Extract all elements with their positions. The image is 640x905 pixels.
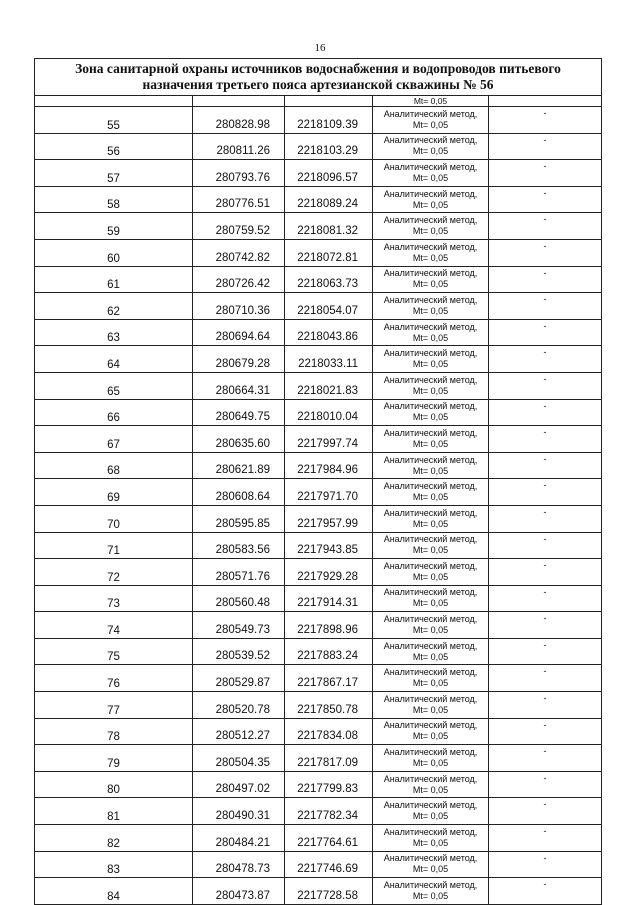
- cell-coordinate-y: 2217764.61: [285, 825, 373, 852]
- method-accuracy: Mt= 0,05: [412, 625, 449, 636]
- cell-point-number: 58: [35, 186, 193, 213]
- cell-note: -: [489, 559, 602, 586]
- cell-method: [373, 851, 489, 878]
- cell-coordinate-x: 280478.73: [193, 851, 285, 878]
- table-row: [35, 745, 602, 772]
- cell-point-number: 71: [35, 532, 193, 559]
- table-row: [35, 186, 602, 213]
- method-accuracy: Mt= 0,05: [412, 385, 449, 396]
- cell-point-number: 80: [35, 771, 193, 798]
- cell-coordinate-x: 280571.76: [193, 559, 285, 586]
- cell-method: [373, 638, 489, 665]
- cell-coordinate-y: 2217746.69: [285, 851, 373, 878]
- cell-empty: [285, 96, 373, 107]
- cell-point-number: 68: [35, 452, 193, 479]
- cell-note: -: [489, 612, 602, 639]
- method-name: Аналитический метод,: [383, 507, 478, 518]
- cell-note: -: [489, 452, 602, 479]
- cell-coordinate-x: 280473.87: [193, 878, 285, 905]
- method-name: Аналитический метод,: [383, 720, 478, 731]
- cell-method: [373, 585, 489, 612]
- cell-method: [373, 692, 489, 719]
- cell-coordinate-y: 2217929.28: [285, 559, 373, 586]
- cell-method: [373, 798, 489, 825]
- cell-coordinate-x: 280694.64: [193, 319, 285, 346]
- cell-empty: [489, 96, 602, 107]
- cell-coordinate-x: 280529.87: [193, 665, 285, 692]
- table-row: [35, 346, 602, 373]
- cell-coordinate-y: 2217914.31: [285, 585, 373, 612]
- table-row-partial: [35, 96, 602, 107]
- cell-coordinate-x: 280759.52: [193, 213, 285, 240]
- method-accuracy: Mt= 0,05: [412, 119, 449, 130]
- method-accuracy: Mt= 0,05: [412, 146, 449, 157]
- cell-method: [373, 399, 489, 426]
- table-row: [35, 692, 602, 719]
- method-accuracy: Mt= 0,05: [412, 172, 449, 183]
- cell-coordinate-x: 280608.64: [193, 479, 285, 506]
- cell-point-number: 65: [35, 372, 193, 399]
- table-title: Зона санитарной охраны источников водоснабжения и водопроводов питьевого назначения третьего пояса артезианской скважины № 56: [35, 59, 602, 96]
- cell-coordinate-y: 2217971.70: [285, 479, 373, 506]
- table-row: [35, 612, 602, 639]
- method-name: Аналитический метод,: [383, 454, 478, 465]
- cell-point-number: 56: [35, 133, 193, 160]
- cell-method: [373, 878, 489, 905]
- method-name: Аналитический метод,: [383, 747, 478, 758]
- method-accuracy: Mt= 0,05: [412, 359, 449, 370]
- table-row: [35, 239, 602, 266]
- method-name: Аналитический метод,: [383, 188, 478, 199]
- method-accuracy: Mt= 0,05: [412, 305, 449, 316]
- cell-coordinate-x: 280664.31: [193, 372, 285, 399]
- cell-method: Mt= 0,05: [373, 96, 489, 107]
- table-row: [35, 160, 602, 187]
- cell-coordinate-y: 2217984.96: [285, 452, 373, 479]
- cell-method: [373, 452, 489, 479]
- cell-method: [373, 479, 489, 506]
- cell-empty: [193, 96, 285, 107]
- cell-point-number: 75: [35, 638, 193, 665]
- cell-method: [373, 186, 489, 213]
- cell-coordinate-x: 280484.21: [193, 825, 285, 852]
- method-accuracy: Mt= 0,05: [412, 332, 449, 343]
- cell-note: -: [489, 239, 602, 266]
- cell-note: -: [489, 638, 602, 665]
- cell-note: -: [489, 107, 602, 134]
- cell-note: -: [489, 505, 602, 532]
- method-name: Аналитический метод,: [383, 321, 478, 332]
- method-accuracy: Mt= 0,05: [412, 678, 449, 689]
- cell-note: -: [489, 293, 602, 320]
- cell-method: [373, 825, 489, 852]
- cell-note: -: [489, 851, 602, 878]
- table-row: [35, 559, 602, 586]
- cell-coordinate-x: 280649.75: [193, 399, 285, 426]
- method-name: Аналитический метод,: [383, 560, 478, 571]
- cell-note: -: [489, 266, 602, 293]
- cell-coordinate-x: 280560.48: [193, 585, 285, 612]
- cell-coordinate-x: 280504.35: [193, 745, 285, 772]
- cell-method: [373, 293, 489, 320]
- cell-coordinate-y: 2217834.08: [285, 718, 373, 745]
- cell-method: [373, 718, 489, 745]
- cell-point-number: 60: [35, 239, 193, 266]
- method-accuracy: Mt= 0,05: [412, 891, 449, 902]
- method-accuracy: Mt= 0,05: [412, 412, 449, 423]
- table-body: [35, 59, 602, 905]
- method-name: Аналитический метод,: [383, 534, 478, 545]
- cell-coordinate-x: 280776.51: [193, 186, 285, 213]
- table-row: [35, 452, 602, 479]
- method-accuracy: Mt= 0,05: [412, 518, 449, 529]
- cell-coordinate-y: 2217957.99: [285, 505, 373, 532]
- table-row: [35, 532, 602, 559]
- method-name: Аналитический метод,: [383, 587, 478, 598]
- method-accuracy: Mt= 0,05: [412, 704, 449, 715]
- cell-point-number: 57: [35, 160, 193, 187]
- cell-coordinate-y: 2217728.58: [285, 878, 373, 905]
- cell-note: -: [489, 372, 602, 399]
- cell-coordinate-x: 280710.36: [193, 293, 285, 320]
- cell-coordinate-y: 2218089.24: [285, 186, 373, 213]
- cell-note: -: [489, 718, 602, 745]
- method-name: Аналитический метод,: [383, 135, 478, 146]
- table-row: [35, 133, 602, 160]
- cell-note: -: [489, 692, 602, 719]
- table-row: [35, 213, 602, 240]
- method-accuracy: Mt= 0,05: [412, 651, 449, 662]
- cell-coordinate-y: 2218096.57: [285, 160, 373, 187]
- cell-coordinate-x: 280520.78: [193, 692, 285, 719]
- method-accuracy: Mt= 0,05: [412, 731, 449, 742]
- cell-method: [373, 426, 489, 453]
- cell-note: -: [489, 479, 602, 506]
- cell-coordinate-y: 2218010.04: [285, 399, 373, 426]
- cell-point-number: 73: [35, 585, 193, 612]
- cell-coordinate-x: 280490.31: [193, 798, 285, 825]
- cell-coordinate-y: 2218072.81: [285, 239, 373, 266]
- cell-method: [373, 133, 489, 160]
- cell-coordinate-y: 2218081.32: [285, 213, 373, 240]
- method-accuracy: Mt= 0,05: [412, 758, 449, 769]
- table-row: [35, 665, 602, 692]
- method-accuracy: Mt= 0,05: [412, 279, 449, 290]
- cell-coordinate-x: 280583.56: [193, 532, 285, 559]
- method-name: Аналитический метод,: [383, 800, 478, 811]
- cell-note: -: [489, 186, 602, 213]
- table-row: [35, 505, 602, 532]
- method-name: Аналитический метод,: [383, 880, 478, 891]
- table-row: [35, 878, 602, 905]
- method-name: Аналитический метод,: [383, 268, 478, 279]
- cell-note: -: [489, 532, 602, 559]
- cell-note: -: [489, 213, 602, 240]
- cell-coordinate-y: 2218043.86: [285, 319, 373, 346]
- table-row: [35, 319, 602, 346]
- cell-point-number: 72: [35, 559, 193, 586]
- cell-coordinate-y: 2218109.39: [285, 107, 373, 134]
- cell-method: [373, 213, 489, 240]
- cell-note: -: [489, 346, 602, 373]
- table-row: [35, 293, 602, 320]
- cell-coordinate-x: 280635.60: [193, 426, 285, 453]
- method-accuracy: Mt= 0,05: [412, 438, 449, 449]
- cell-coordinate-y: 2218103.29: [285, 133, 373, 160]
- cell-method: [373, 319, 489, 346]
- page-number: 16: [314, 42, 326, 54]
- cell-coordinate-x: 280539.52: [193, 638, 285, 665]
- table-row: [35, 426, 602, 453]
- method-accuracy: Mt= 0,05: [412, 252, 449, 263]
- cell-method: [373, 266, 489, 293]
- cell-coordinate-y: 2217850.78: [285, 692, 373, 719]
- table-row: [35, 825, 602, 852]
- table-row: [35, 771, 602, 798]
- cell-note: -: [489, 825, 602, 852]
- cell-coordinate-y: 2217943.85: [285, 532, 373, 559]
- method-name: Аналитический метод,: [383, 614, 478, 625]
- method-name: Аналитический метод,: [383, 348, 478, 359]
- method-name: Аналитический метод,: [383, 374, 478, 385]
- method-name: Аналитический метод,: [383, 294, 478, 305]
- cell-point-number: 55: [35, 107, 193, 134]
- cell-point-number: 69: [35, 479, 193, 506]
- cell-coordinate-y: 2217799.83: [285, 771, 373, 798]
- method-name: Аналитический метод,: [383, 667, 478, 678]
- cell-point-number: 76: [35, 665, 193, 692]
- cell-coordinate-y: 2218033.11: [285, 346, 373, 373]
- table-row: [35, 798, 602, 825]
- cell-coordinate-x: 280497.02: [193, 771, 285, 798]
- cell-coordinate-x: 280828.98: [193, 107, 285, 134]
- cell-point-number: 61: [35, 266, 193, 293]
- table-row: [35, 585, 602, 612]
- cell-point-number: 64: [35, 346, 193, 373]
- method-name: Аналитический метод,: [383, 481, 478, 492]
- cell-point-number: 74: [35, 612, 193, 639]
- cell-method: [373, 559, 489, 586]
- cell-method: [373, 532, 489, 559]
- method-name: Аналитический метод,: [383, 693, 478, 704]
- cell-note: -: [489, 160, 602, 187]
- method-accuracy: Mt= 0,05: [412, 811, 449, 822]
- cell-coordinate-x: 280512.27: [193, 718, 285, 745]
- cell-point-number: 67: [35, 426, 193, 453]
- cell-point-number: 63: [35, 319, 193, 346]
- method-accuracy: Mt= 0,05: [412, 492, 449, 503]
- cell-note: -: [489, 878, 602, 905]
- method-name: Аналитический метод,: [383, 108, 478, 119]
- cell-note: -: [489, 665, 602, 692]
- cell-coordinate-x: 280595.85: [193, 505, 285, 532]
- method-name: Аналитический метод,: [383, 161, 478, 172]
- method-accuracy: Mt= 0,05: [412, 837, 449, 848]
- table-row: [35, 372, 602, 399]
- title-row: [35, 59, 602, 96]
- cell-coordinate-x: 280742.82: [193, 239, 285, 266]
- table-row: [35, 266, 602, 293]
- cell-point-number: 82: [35, 825, 193, 852]
- cell-method: [373, 239, 489, 266]
- cell-note: -: [489, 585, 602, 612]
- cell-coordinate-y: 2218054.07: [285, 293, 373, 320]
- cell-note: -: [489, 798, 602, 825]
- cell-method: [373, 372, 489, 399]
- cell-coordinate-y: 2217867.17: [285, 665, 373, 692]
- method-accuracy: Mt= 0,05: [412, 784, 449, 795]
- method-name: Аналитический метод,: [383, 215, 478, 226]
- cell-note: -: [489, 133, 602, 160]
- table-row: [35, 638, 602, 665]
- method-name: Аналитический метод,: [383, 853, 478, 864]
- cell-empty: [35, 96, 193, 107]
- table-row: [35, 399, 602, 426]
- method-name: Аналитический метод,: [383, 640, 478, 651]
- method-accuracy: Mt= 0,05: [412, 226, 449, 237]
- cell-point-number: 79: [35, 745, 193, 772]
- cell-coordinate-x: 280621.89: [193, 452, 285, 479]
- table-row: [35, 479, 602, 506]
- coordinates-table: [34, 58, 602, 905]
- method-name: Аналитический метод,: [383, 773, 478, 784]
- method-name: Аналитический метод,: [383, 401, 478, 412]
- cell-point-number: 62: [35, 293, 193, 320]
- cell-method: [373, 612, 489, 639]
- method-name: Аналитический метод,: [383, 427, 478, 438]
- cell-point-number: 59: [35, 213, 193, 240]
- cell-method: [373, 771, 489, 798]
- method-accuracy: Mt= 0,05: [412, 545, 449, 556]
- cell-method: [373, 160, 489, 187]
- cell-note: -: [489, 771, 602, 798]
- cell-point-number: 83: [35, 851, 193, 878]
- cell-coordinate-x: 280549.73: [193, 612, 285, 639]
- cell-coordinate-x: 280679.28: [193, 346, 285, 373]
- table-row: [35, 851, 602, 878]
- cell-point-number: 66: [35, 399, 193, 426]
- cell-method: [373, 665, 489, 692]
- method-name: Аналитический метод,: [383, 241, 478, 252]
- cell-coordinate-y: 2217883.24: [285, 638, 373, 665]
- cell-coordinate-x: 280811.26: [193, 133, 285, 160]
- table-row: [35, 718, 602, 745]
- cell-method: [373, 346, 489, 373]
- cell-method: [373, 107, 489, 134]
- method-name: Аналитический метод,: [383, 826, 478, 837]
- cell-point-number: 77: [35, 692, 193, 719]
- cell-coordinate-x: 280726.42: [193, 266, 285, 293]
- cell-note: -: [489, 319, 602, 346]
- cell-point-number: 70: [35, 505, 193, 532]
- table-row: [35, 107, 602, 134]
- method-accuracy: Mt= 0,05: [412, 864, 449, 875]
- method-accuracy: Mt= 0,05: [412, 199, 449, 210]
- cell-point-number: 84: [35, 878, 193, 905]
- cell-note: -: [489, 399, 602, 426]
- method-accuracy: Mt= 0,05: [412, 598, 449, 609]
- cell-note: -: [489, 745, 602, 772]
- cell-coordinate-y: 2218021.83: [285, 372, 373, 399]
- cell-coordinate-x: 280793.76: [193, 160, 285, 187]
- method-accuracy: Mt= 0,05: [412, 465, 449, 476]
- cell-point-number: 81: [35, 798, 193, 825]
- cell-coordinate-y: 2217997.74: [285, 426, 373, 453]
- cell-method: [373, 505, 489, 532]
- cell-method: [373, 745, 489, 772]
- cell-note: -: [489, 426, 602, 453]
- cell-coordinate-y: 2217898.96: [285, 612, 373, 639]
- method-accuracy: Mt= 0,05: [412, 571, 449, 582]
- cell-coordinate-y: 2217817.09: [285, 745, 373, 772]
- cell-point-number: 78: [35, 718, 193, 745]
- cell-coordinate-y: 2217782.34: [285, 798, 373, 825]
- cell-coordinate-y: 2218063.73: [285, 266, 373, 293]
